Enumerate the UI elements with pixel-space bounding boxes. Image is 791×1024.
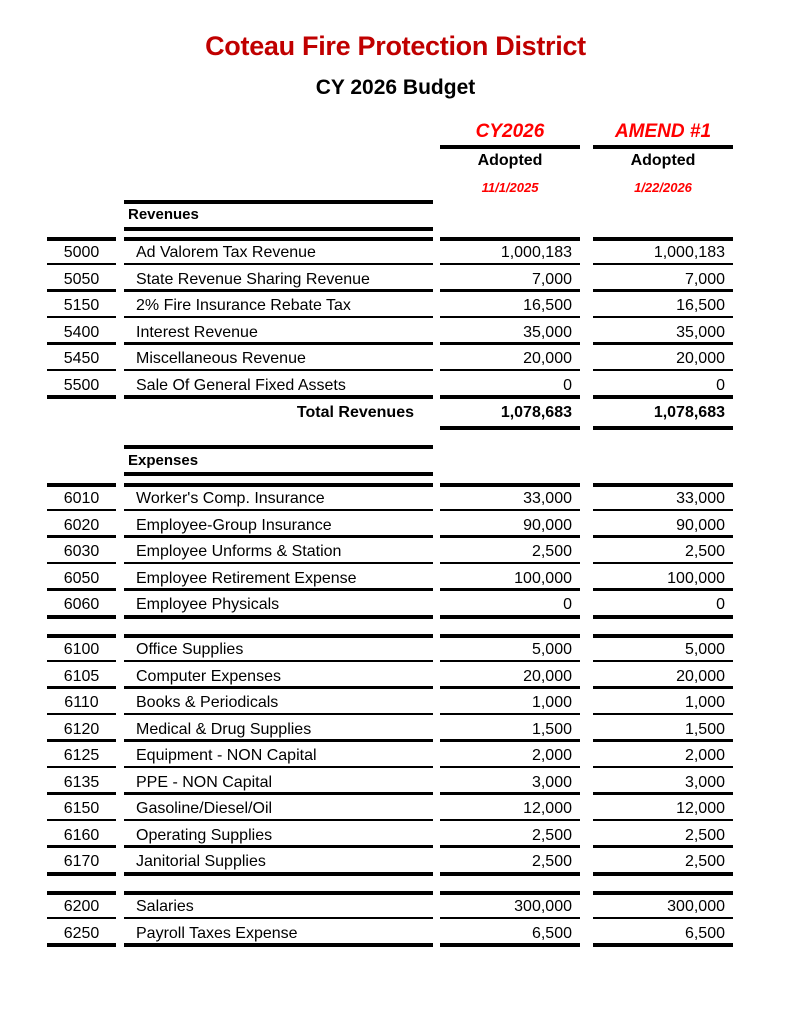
row-rule <box>124 713 433 716</box>
row-rule <box>593 713 733 716</box>
row-rule <box>124 739 433 742</box>
cy2026-amount: 0 <box>563 376 572 394</box>
row-rule <box>593 943 733 947</box>
cy2026-amount: 2,000 <box>531 747 572 764</box>
row-rule <box>593 509 733 512</box>
total-amend1: 1,078,683 <box>653 404 725 421</box>
account-code: 6020 <box>63 516 100 534</box>
section-label-expenses: Expenses <box>128 452 199 469</box>
row-rule <box>440 342 580 345</box>
row-rule <box>593 535 733 538</box>
account-code: 5400 <box>63 323 100 341</box>
account-code: 6010 <box>63 490 100 507</box>
row-rule <box>593 792 733 795</box>
account-description: Medical & Drug Supplies <box>136 720 312 738</box>
row-rule <box>593 316 733 319</box>
row-rule <box>47 819 116 822</box>
cy2026-amount: 3,000 <box>531 773 572 791</box>
account-description: Employee Retirement Expense <box>136 569 357 587</box>
account-description: Employee Physicals <box>136 596 280 613</box>
row-rule <box>47 588 116 591</box>
header-rule <box>440 145 580 149</box>
row-rule <box>593 660 733 663</box>
row-rule <box>47 792 116 795</box>
amend1-amount: 0 <box>716 596 725 613</box>
account-description: 2% Fire Insurance Rebate Tax <box>136 297 351 314</box>
row-rule <box>124 845 433 848</box>
row-rule <box>124 535 433 538</box>
row-rule <box>124 766 433 769</box>
row-rule <box>440 713 580 716</box>
amend1-amount: 1,500 <box>684 720 725 738</box>
row-rule <box>124 792 433 795</box>
account-description: Books & Periodicals <box>136 694 279 711</box>
column-header-cy2026: CY2026 <box>475 121 545 142</box>
cy2026-amount: 2,500 <box>531 826 572 844</box>
row-rule <box>440 792 580 795</box>
amend1-amount: 20,000 <box>676 350 725 367</box>
row-rule <box>440 917 580 920</box>
cy2026-amount: 33,000 <box>523 490 572 507</box>
column-header-amend1: AMEND #1 <box>614 121 712 142</box>
account-description: Miscellaneous Revenue <box>136 350 306 367</box>
row-rule <box>47 263 116 266</box>
cy2026-amount: 1,000 <box>531 694 572 711</box>
row-rule <box>593 395 733 399</box>
account-code: 6060 <box>63 596 100 613</box>
row-rule <box>124 342 433 345</box>
account-description: Ad Valorem Tax Revenue <box>136 244 316 261</box>
row-rule <box>124 562 433 565</box>
account-description: PPE - NON Capital <box>136 773 273 791</box>
row-rule <box>440 845 580 848</box>
row-rule <box>124 660 433 663</box>
row-rule <box>440 766 580 769</box>
account-description: Janitorial Supplies <box>136 853 266 870</box>
row-rule <box>593 562 733 565</box>
amend1-amount: 2,000 <box>684 747 725 764</box>
cy2026-amount: 35,000 <box>523 323 572 341</box>
cy2026-amount: 5,000 <box>531 641 572 658</box>
account-code: 5450 <box>63 350 100 367</box>
column-date-amend1: 1/22/2026 <box>634 180 692 195</box>
cy2026-amount: 1,000,183 <box>500 244 572 261</box>
amend1-amount: 20,000 <box>676 667 725 685</box>
row-rule <box>124 686 433 689</box>
cy2026-amount: 100,000 <box>514 569 572 587</box>
row-rule <box>47 766 116 769</box>
cy2026-amount: 2,500 <box>531 543 572 560</box>
account-description: Employee-Group Insurance <box>136 516 332 534</box>
total-row <box>0 400 791 426</box>
cy2026-amount: 0 <box>563 596 572 613</box>
row-rule <box>440 872 580 876</box>
section-label-revenues: Revenues <box>128 206 199 223</box>
row-rule <box>593 766 733 769</box>
amend1-amount: 7,000 <box>684 270 725 288</box>
account-code: 5000 <box>63 244 100 261</box>
row-rule <box>124 316 433 319</box>
column-date-cy2026: 11/1/2025 <box>481 180 539 195</box>
row-rule <box>47 943 116 947</box>
section-rule <box>124 200 433 204</box>
row-rule <box>47 917 116 920</box>
row-rule <box>440 316 580 319</box>
row-rule <box>124 917 433 920</box>
cy2026-amount: 6,500 <box>531 924 572 942</box>
row-rule <box>440 819 580 822</box>
account-code: 6200 <box>63 898 100 915</box>
cy2026-amount: 20,000 <box>523 350 572 367</box>
account-description: Sale Of General Fixed Assets <box>136 376 346 394</box>
amend1-amount: 35,000 <box>676 323 725 341</box>
account-description: Payroll Taxes Expense <box>136 924 298 942</box>
row-rule <box>440 660 580 663</box>
section-rule <box>124 445 433 449</box>
row-rule <box>47 316 116 319</box>
account-code: 6120 <box>63 720 100 738</box>
account-description: Gasoline/Diesel/Oil <box>136 800 273 817</box>
cy2026-amount: 12,000 <box>523 800 572 817</box>
account-description: Worker's Comp. Insurance <box>136 490 325 507</box>
column-status-amend1: Adopted <box>630 152 696 169</box>
cy2026-amount: 7,000 <box>531 270 572 288</box>
row-rule <box>47 686 116 689</box>
cy2026-amount: 300,000 <box>514 898 572 915</box>
document-title: Coteau Fire Protection District <box>205 31 586 61</box>
account-code: 5150 <box>63 297 100 314</box>
row-rule <box>47 739 116 742</box>
account-code: 6050 <box>63 569 100 587</box>
account-code: 6030 <box>63 543 100 560</box>
row-rule <box>593 289 733 292</box>
header-rule <box>593 145 733 149</box>
row-rule <box>593 588 733 591</box>
row-rule <box>47 872 116 876</box>
row-rule <box>47 509 116 512</box>
amend1-amount: 0 <box>716 376 725 394</box>
amend1-amount: 2,500 <box>684 826 725 844</box>
row-rule <box>440 615 580 619</box>
row-rule <box>124 369 433 372</box>
row-rule <box>593 819 733 822</box>
row-rule <box>440 562 580 565</box>
row-rule <box>47 535 116 538</box>
account-code: 6170 <box>63 853 100 870</box>
row-rule <box>440 686 580 689</box>
section-rule <box>124 472 433 476</box>
section-rule <box>124 227 433 231</box>
row-rule <box>47 660 116 663</box>
row-rule <box>440 395 580 399</box>
total-rule <box>593 426 733 430</box>
account-code: 6150 <box>63 800 100 817</box>
row-rule <box>440 943 580 947</box>
account-code: 6100 <box>63 641 100 658</box>
row-rule <box>47 845 116 848</box>
row-rule <box>124 509 433 512</box>
amend1-amount: 100,000 <box>667 569 725 587</box>
account-code: 6110 <box>64 694 99 711</box>
document-subtitle: CY 2026 Budget <box>315 76 476 99</box>
total-revenues-label: Total Revenues <box>296 404 414 421</box>
cy2026-amount: 20,000 <box>523 667 572 685</box>
row-rule <box>124 588 433 591</box>
row-rule <box>124 943 433 947</box>
amend1-amount: 6,500 <box>684 924 725 942</box>
cy2026-amount: 1,500 <box>531 720 572 738</box>
cy2026-amount: 90,000 <box>523 516 572 534</box>
row-rule <box>593 845 733 848</box>
cy2026-amount: 16,500 <box>523 297 572 314</box>
account-description: Equipment - NON Capital <box>136 747 317 764</box>
row-rule <box>593 917 733 920</box>
row-rule <box>440 289 580 292</box>
row-rule <box>47 342 116 345</box>
account-code: 6125 <box>63 747 100 764</box>
row-rule <box>593 739 733 742</box>
account-description: Employee Unforms & Station <box>136 543 342 560</box>
account-code: 5500 <box>63 376 100 394</box>
row-rule <box>593 686 733 689</box>
account-description: Operating Supplies <box>136 826 273 844</box>
row-rule <box>47 369 116 372</box>
total-cy2026: 1,078,683 <box>500 404 572 421</box>
amend1-amount: 33,000 <box>676 490 725 507</box>
row-rule <box>47 395 116 399</box>
row-rule <box>593 369 733 372</box>
amend1-amount: 1,000 <box>684 694 725 711</box>
row-rule <box>440 588 580 591</box>
account-description: Office Supplies <box>136 641 244 658</box>
cy2026-amount: 2,500 <box>531 853 572 870</box>
amend1-amount: 16,500 <box>676 297 725 314</box>
row-rule <box>124 395 433 399</box>
row-rule <box>440 369 580 372</box>
row-rule <box>47 289 116 292</box>
column-status-cy2026: Adopted <box>477 152 543 169</box>
amend1-amount: 300,000 <box>667 898 725 915</box>
amend1-amount: 12,000 <box>676 800 725 817</box>
account-code: 6135 <box>63 773 100 791</box>
row-rule <box>440 263 580 266</box>
row-rule <box>124 819 433 822</box>
amend1-amount: 2,500 <box>684 853 725 870</box>
row-rule <box>47 562 116 565</box>
row-rule <box>593 342 733 345</box>
row-rule <box>440 509 580 512</box>
account-description: Interest Revenue <box>136 323 258 341</box>
row-rule <box>593 615 733 619</box>
row-rule <box>124 289 433 292</box>
amend1-amount: 90,000 <box>676 516 725 534</box>
account-code: 6105 <box>63 667 100 685</box>
amend1-amount: 3,000 <box>684 773 725 791</box>
row-rule <box>593 872 733 876</box>
row-rule <box>124 263 433 266</box>
amend1-amount: 2,500 <box>684 543 725 560</box>
account-description: Salaries <box>136 898 194 915</box>
row-rule <box>593 263 733 266</box>
row-rule <box>124 872 433 876</box>
row-rule <box>47 615 116 619</box>
row-rule <box>440 535 580 538</box>
total-rule <box>440 426 580 430</box>
account-description: Computer Expenses <box>136 667 281 685</box>
amend1-amount: 5,000 <box>684 641 725 658</box>
account-code: 5050 <box>63 270 100 288</box>
account-code: 6160 <box>63 826 100 844</box>
account-code: 6250 <box>63 924 100 942</box>
account-description: State Revenue Sharing Revenue <box>136 270 370 288</box>
row-rule <box>124 615 433 619</box>
amend1-amount: 1,000,183 <box>653 244 725 261</box>
row-rule <box>440 739 580 742</box>
row-rule <box>47 713 116 716</box>
